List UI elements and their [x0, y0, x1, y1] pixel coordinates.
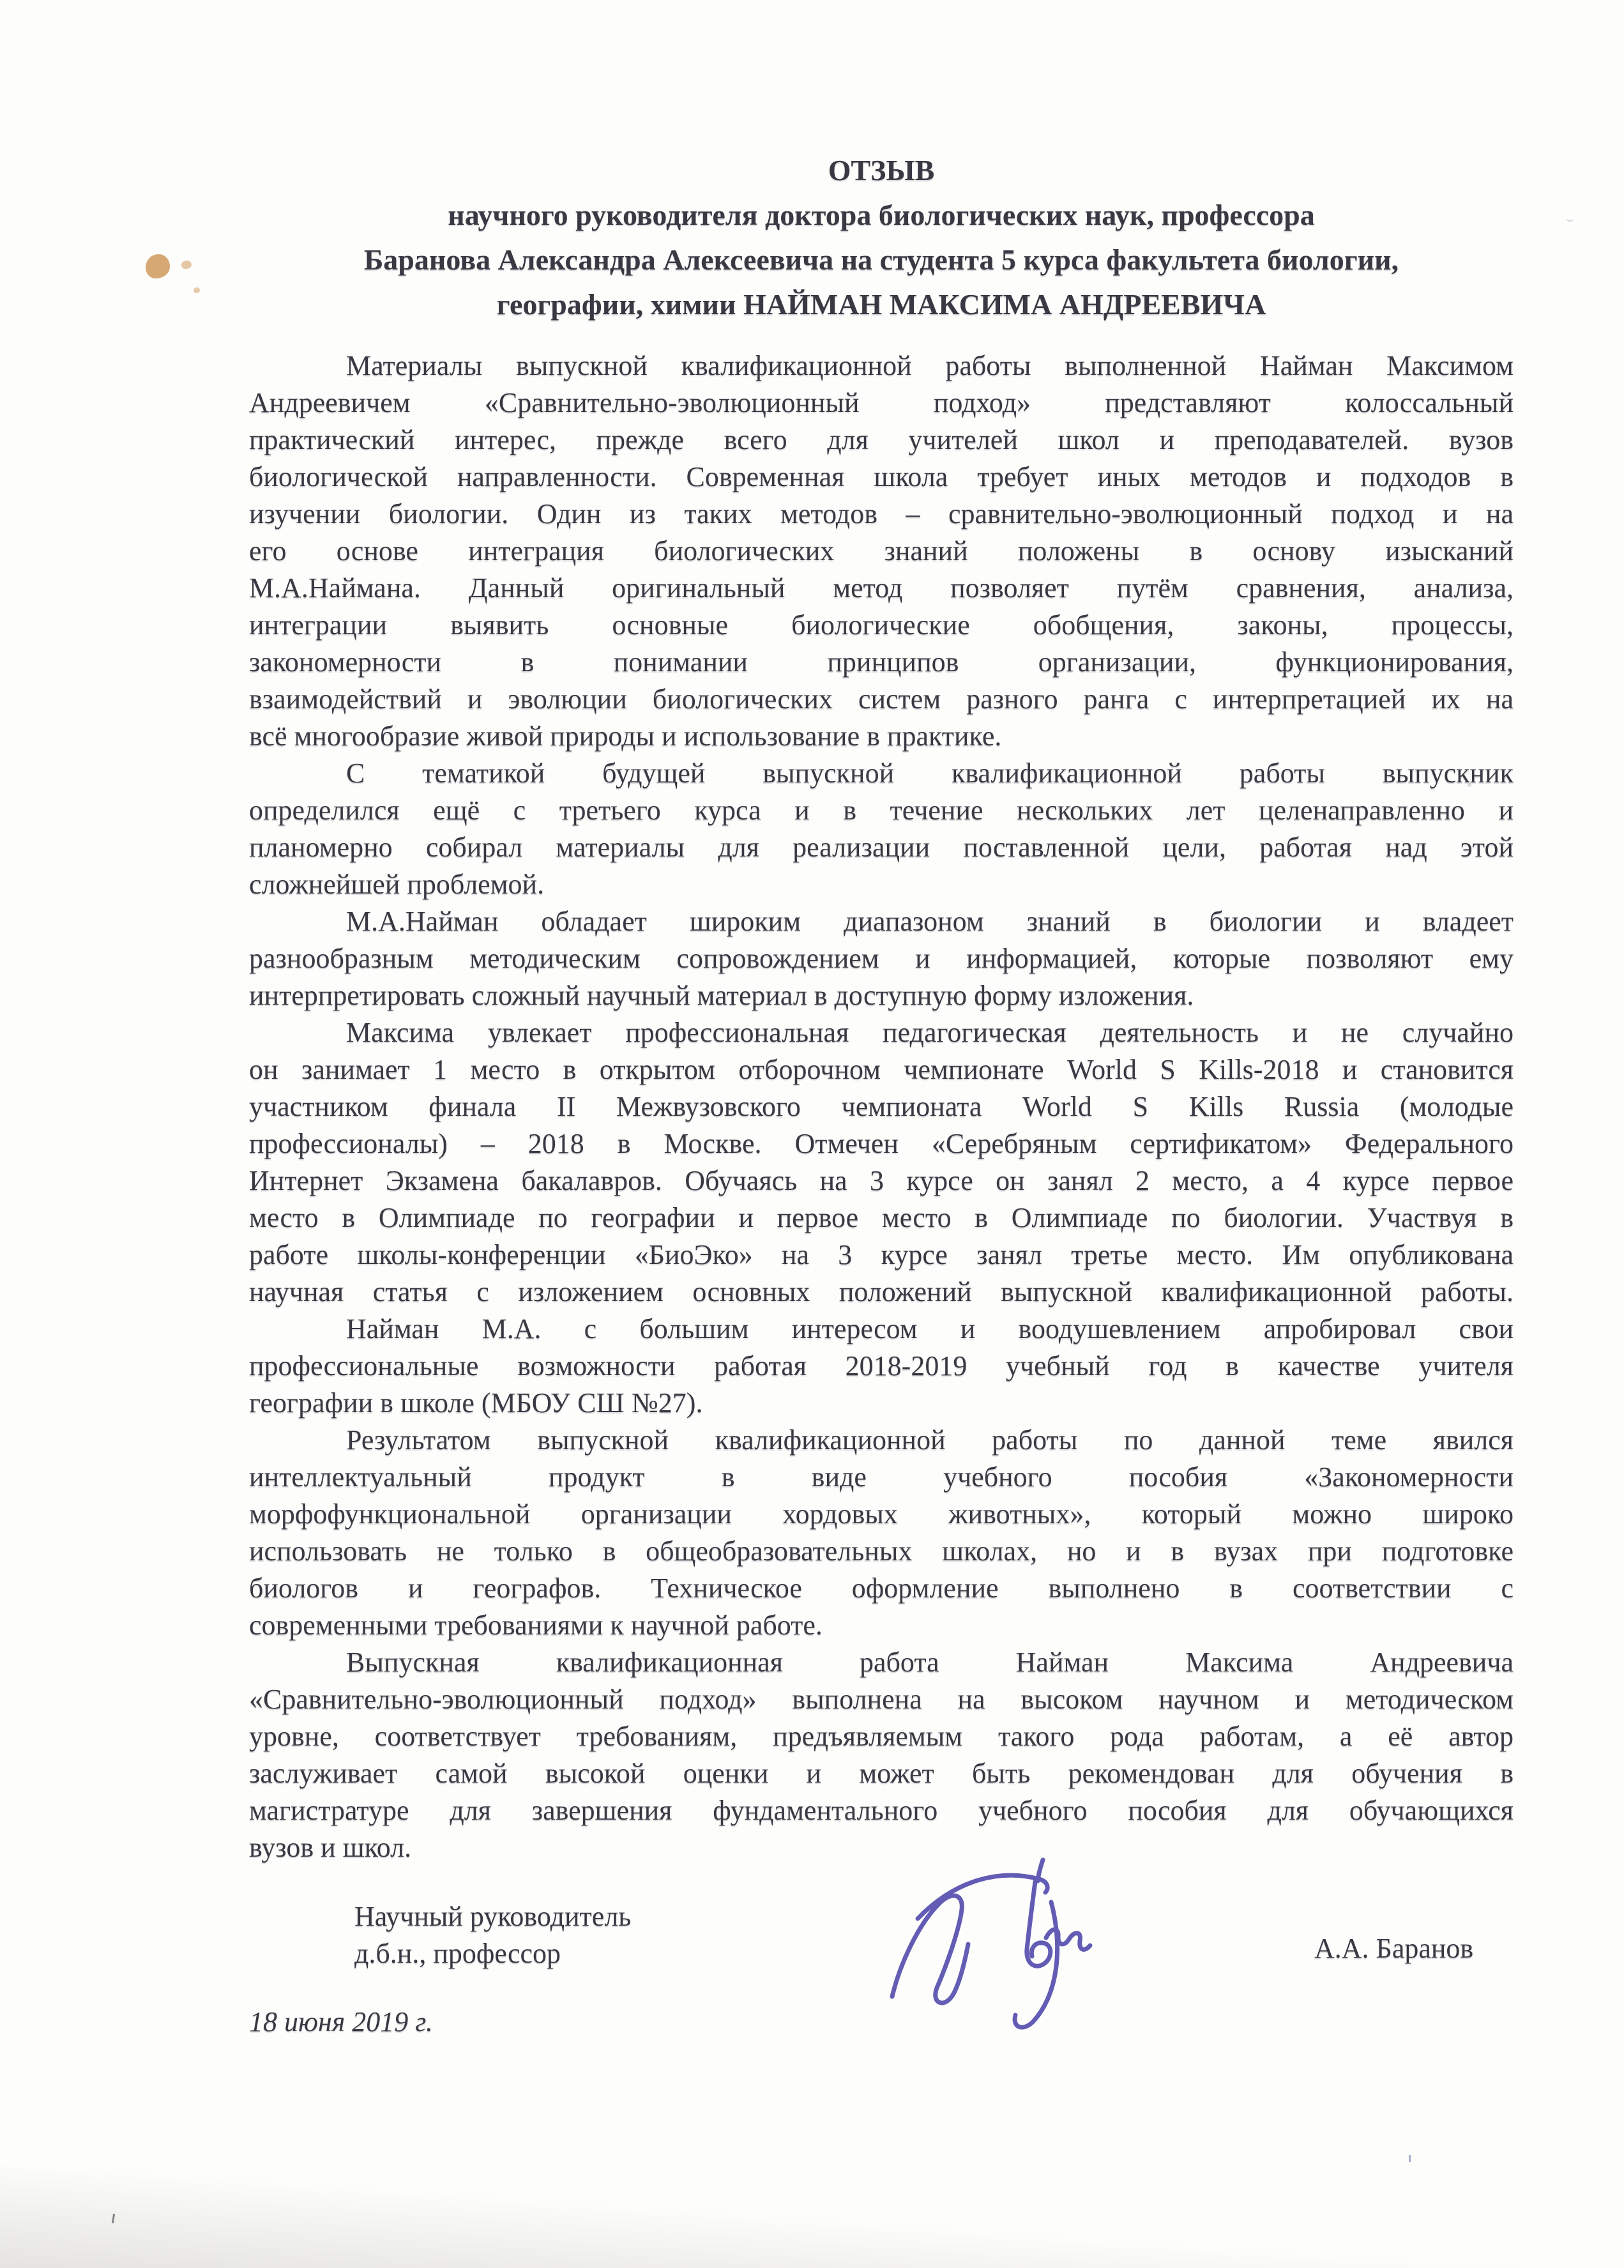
paragraph: [249, 755, 1514, 903]
text-line: географии в школе (МБОУ СШ №27).: [249, 1387, 703, 1419]
text-line: изучении биологии. Один из таких методов – сравнительно-эволюционный подход и на: [249, 498, 1514, 529]
text-line: биологов и географов. Техническое оформление выполнено в соответствии с: [249, 1572, 1514, 1604]
text-line: Максима увлекает профессиональная педагогическая деятельность и не случайно: [346, 1017, 1514, 1048]
text-line: Результатом выпускной квалификационной работы по данной теме явился: [346, 1424, 1514, 1456]
text-line: М.А.Найман обладает широким диапазоном знаний в биологии и владеет: [346, 906, 1514, 937]
text-line: магистратуре для завершения фундаментального учебного пособия для обучающихся: [249, 1795, 1514, 1826]
text-line: практический интерес, прежде всего для учителей школ и преподавателей. вузов: [249, 424, 1514, 455]
text-line: участником финала II Межвузовского чемпионата World S Kills Russia (молодые: [249, 1091, 1514, 1122]
text-line: место в Олимпиаде по географии и первое место в Олимпиаде по биологии. Участвуя в: [249, 1202, 1514, 1233]
text-line: морфофункциональной организации хордовых животных», который можно широко: [249, 1498, 1514, 1530]
text-line: определился ещё с третьего курса и в течение нескольких лет целенаправленно и: [249, 795, 1514, 826]
supervisor-role: [354, 1898, 631, 1972]
text-line: заслуживает самой высокой оценки и может быть рекомендован для обучения в: [249, 1758, 1514, 1789]
text-line: профессиональные возможности работая 2018-2019 учебный год в качестве учителя: [249, 1350, 1514, 1381]
paragraph: [249, 1422, 1514, 1644]
title-line: научного руководителя доктора биологических наук, профессора: [448, 199, 1315, 231]
signature-ink-icon: [878, 1842, 1108, 2034]
text-line: «Сравнительно-эволюционный подход» выполнена на высоком научном и методическом: [249, 1684, 1514, 1715]
text-line: вузов и школ.: [249, 1832, 412, 1863]
text-line: уровне, соответствует требованиям, предъявляемым такого рода работам, а её автор: [249, 1721, 1514, 1752]
document-content: [249, 148, 1514, 2262]
title-line: Баранова Александра Алексеевича на студента 5 курса факультета биологии,: [363, 243, 1399, 276]
text-line: научная статья с изложением основных положений выпускной квалификационной работы.: [249, 1276, 1514, 1307]
paragraph: [249, 1644, 1514, 1866]
text-line: интеграции выявить основные биологические обобщения, законы, процессы,: [249, 609, 1514, 641]
text-line: закономерности в понимании принципов организации, функционирования,: [249, 646, 1514, 678]
text-line: интерпретировать сложный научный материал в доступную форму изложения.: [249, 980, 1194, 1011]
text-line: профессионалы) – 2018 в Москве. Отмечен «Серебряным сертификатом» Федерального: [249, 1128, 1514, 1159]
paragraph: [249, 347, 1514, 755]
document-title: ОТЗЫВ: [828, 154, 935, 186]
paper-stain: [181, 261, 192, 269]
text-line: сложнейшей проблемой.: [249, 869, 545, 900]
paper-stain: [146, 254, 170, 278]
paragraph: [249, 903, 1514, 1014]
text-line: интеллектуальный продукт в виде учебного пособия «Закономерности: [249, 1461, 1514, 1493]
text-line: Андреевичем «Сравнительно-эволюционный подход» представляют колоссальный: [249, 387, 1514, 418]
paragraph: [249, 1014, 1514, 1311]
text-line: работе школы-конференции «БиоЭко» на 3 курсе занял третье место. Им опубликована: [249, 1239, 1514, 1270]
text-line: биологической направленности. Современная школа требует иных методов и подходов в: [249, 461, 1514, 492]
date-line: 18 июня 2019 г.: [249, 2006, 433, 2037]
signee-name: А.А. Баранов: [1314, 1933, 1474, 1964]
text-line: использовать не только в общеобразовательных школах, но и в вузах при подготовке: [249, 1535, 1514, 1567]
scan-speck: [1409, 2155, 1411, 2162]
paper-stain: [194, 287, 200, 293]
scan-speck: [112, 2214, 115, 2223]
text-line: современными требованиями к научной работе.: [249, 1610, 823, 1641]
text-line: планомерно собирал материалы для реализации поставленной цели, работая над этой: [249, 832, 1514, 863]
text-line: он занимает 1 место в открытом отборочном чемпионате World S Kills-2018 и становится: [249, 1054, 1514, 1085]
paragraph: [249, 1311, 1514, 1422]
scan-speck: [1566, 216, 1574, 222]
text-line: С тематикой будущей выпускной квалификационной работы выпускник: [346, 757, 1514, 789]
supervisor-role-line: Научный руководитель: [354, 1901, 632, 1932]
document-body: [249, 347, 1514, 1866]
text-line: Выпускная квалификационная работа Найман Максима Андреевича: [346, 1647, 1514, 1678]
text-line: М.А.Наймана. Данный оригинальный метод позволяет путём сравнения, анализа,: [249, 572, 1514, 604]
signature-block: [249, 1866, 1514, 2262]
text-line: взаимодействий и эволюции биологических систем разного ранга с интерпретацией их на: [249, 683, 1514, 715]
title-line: географии, химии НАЙМАН МАКСИМА АНДРЕЕВИЧА: [496, 288, 1266, 321]
supervisor-role-line: д.б.н., профессор: [354, 1938, 561, 1969]
text-line: Материалы выпускной квалификационной работы выполненной Найман Максимом: [346, 350, 1514, 381]
text-line: его основе интеграция биологических знаний положены в основу изысканий: [249, 535, 1514, 567]
text-line: всё многообразие живой природы и использование в практике.: [249, 720, 1002, 752]
text-line: разнообразным методическим сопровождением и информацией, которые позволяют ему: [249, 943, 1514, 974]
text-line: Найман М.А. с большим интересом и воодушевлением апробировал свои: [346, 1313, 1514, 1344]
text-line: Интернет Экзамена бакалавров. Обучаясь на 3 курсе он занял 2 место, а 4 курсе первое: [249, 1165, 1514, 1196]
